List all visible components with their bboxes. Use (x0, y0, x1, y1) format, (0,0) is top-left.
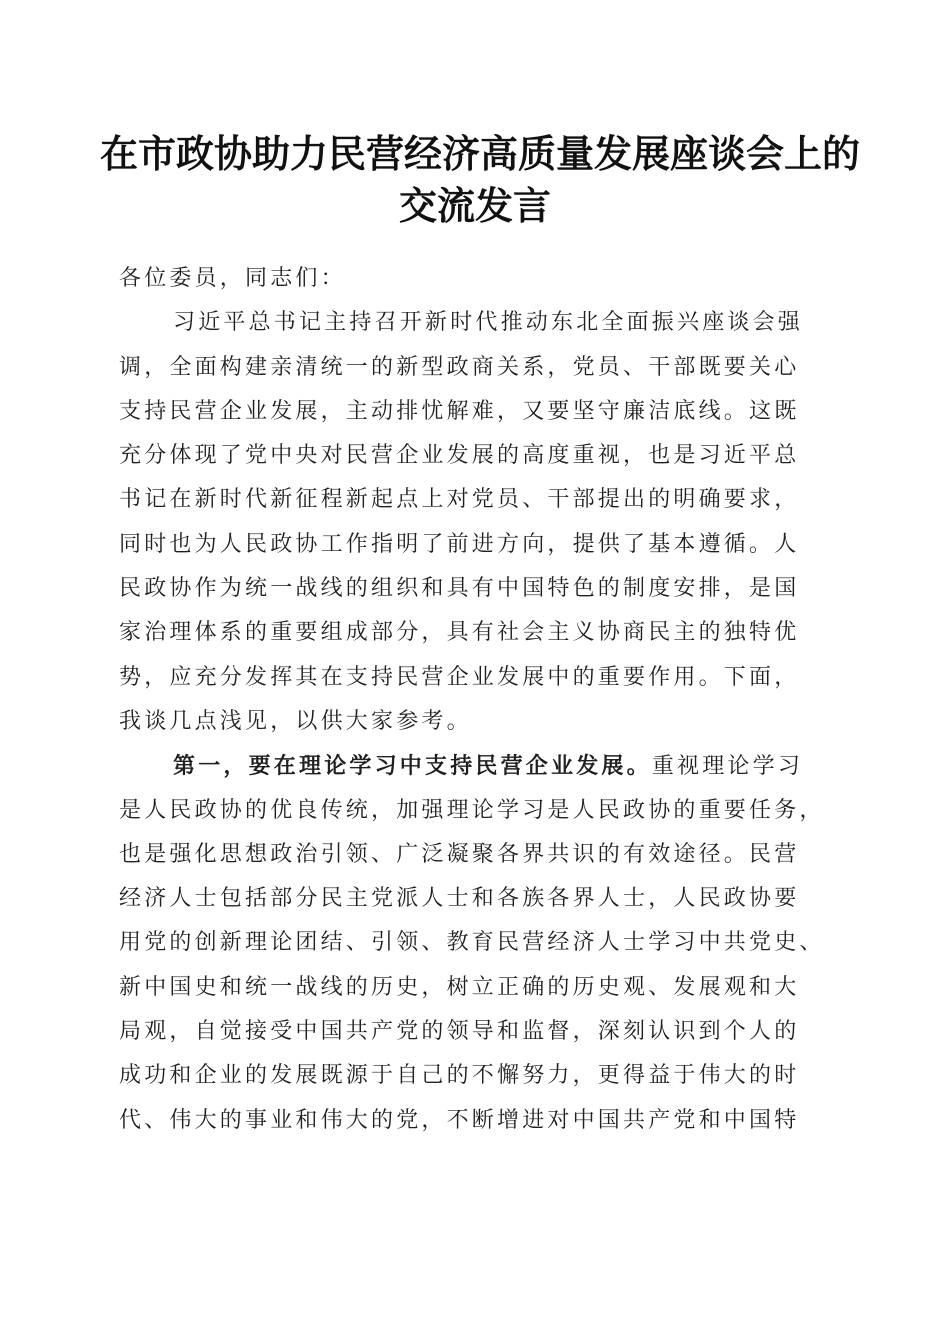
paragraph-line: 家治理体系的重要组成部分，具有社会主义协商民主的独特优 (119, 620, 800, 646)
paragraph-line: 书记在新时代新征程新起点上对党员、干部提出的明确要求， (119, 487, 800, 513)
paragraph-line: 代、伟大的事业和伟大的党，不断增进对中国共产党和中国特 (119, 1107, 800, 1133)
title-line-2: 交流发言 (398, 183, 551, 228)
paragraph-line: 民政协作为统一战线的组织和具有中国特色的制度安排，是国 (119, 576, 800, 602)
paragraph-line: 习近平总书记主持召开新时代推动东北全面振兴座谈会强 (173, 310, 804, 336)
paragraph-line: 是人民政协的优良传统，加强理论学习是人民政协的重要任务， (119, 797, 825, 823)
document-title (100, 128, 861, 232)
section-first-line (119, 744, 839, 788)
paragraph-line: 经济人士包括部分民主党派人士和各族各界人士，人民政协要 (119, 886, 800, 912)
paragraph-line: 新中国史和统一战线的历史，树立正确的历史观、发展观和大 (119, 974, 800, 1000)
title-line-1: 在市政协助力民营经济高质量发展座谈会上的 (100, 131, 861, 176)
paragraph-line: 支持民营企业发展，主动排忧解难，又要坚守廉洁底线。这既 (119, 398, 800, 424)
paragraph-line: 用党的创新理论团结、引领、教育民营经济人士学习中共党史、 (119, 930, 825, 956)
paragraph-line: 成功和企业的发展既源于自己的不懈努力，更得益于伟大的时 (119, 1063, 800, 1089)
paragraph-line: 局观，自觉接受中国共产党的领导和监督，深刻认识到个人的 (119, 1019, 800, 1045)
paragraph-line: 势，应充分发挥其在支持民营企业发展中的重要作用。下面， (119, 664, 800, 690)
paragraph-line: 我谈几点浅见，以供大家参考。 (119, 708, 472, 734)
section-first-line-text: 重视理论学习 (651, 754, 804, 780)
paragraph-line: 充分体现了党中央对民营企业发展的高度重视，也是习近平总 (119, 443, 800, 469)
document-body (119, 257, 839, 1143)
paragraph-line: 也是强化思想政治引领、广泛凝聚各界共识的有效途径。民营 (119, 841, 800, 867)
salutation: 各位委员，同志们： (119, 266, 346, 291)
section-heading: 第一，要在理论学习中支持民营企业发展。 (173, 753, 652, 780)
paragraph-line: 同时也为人民政协工作指明了前进方向，提供了基本遵循。人 (119, 531, 800, 557)
paragraph-line: 调，全面构建亲清统一的新型政商关系，党员、干部既要关心 (119, 354, 800, 380)
